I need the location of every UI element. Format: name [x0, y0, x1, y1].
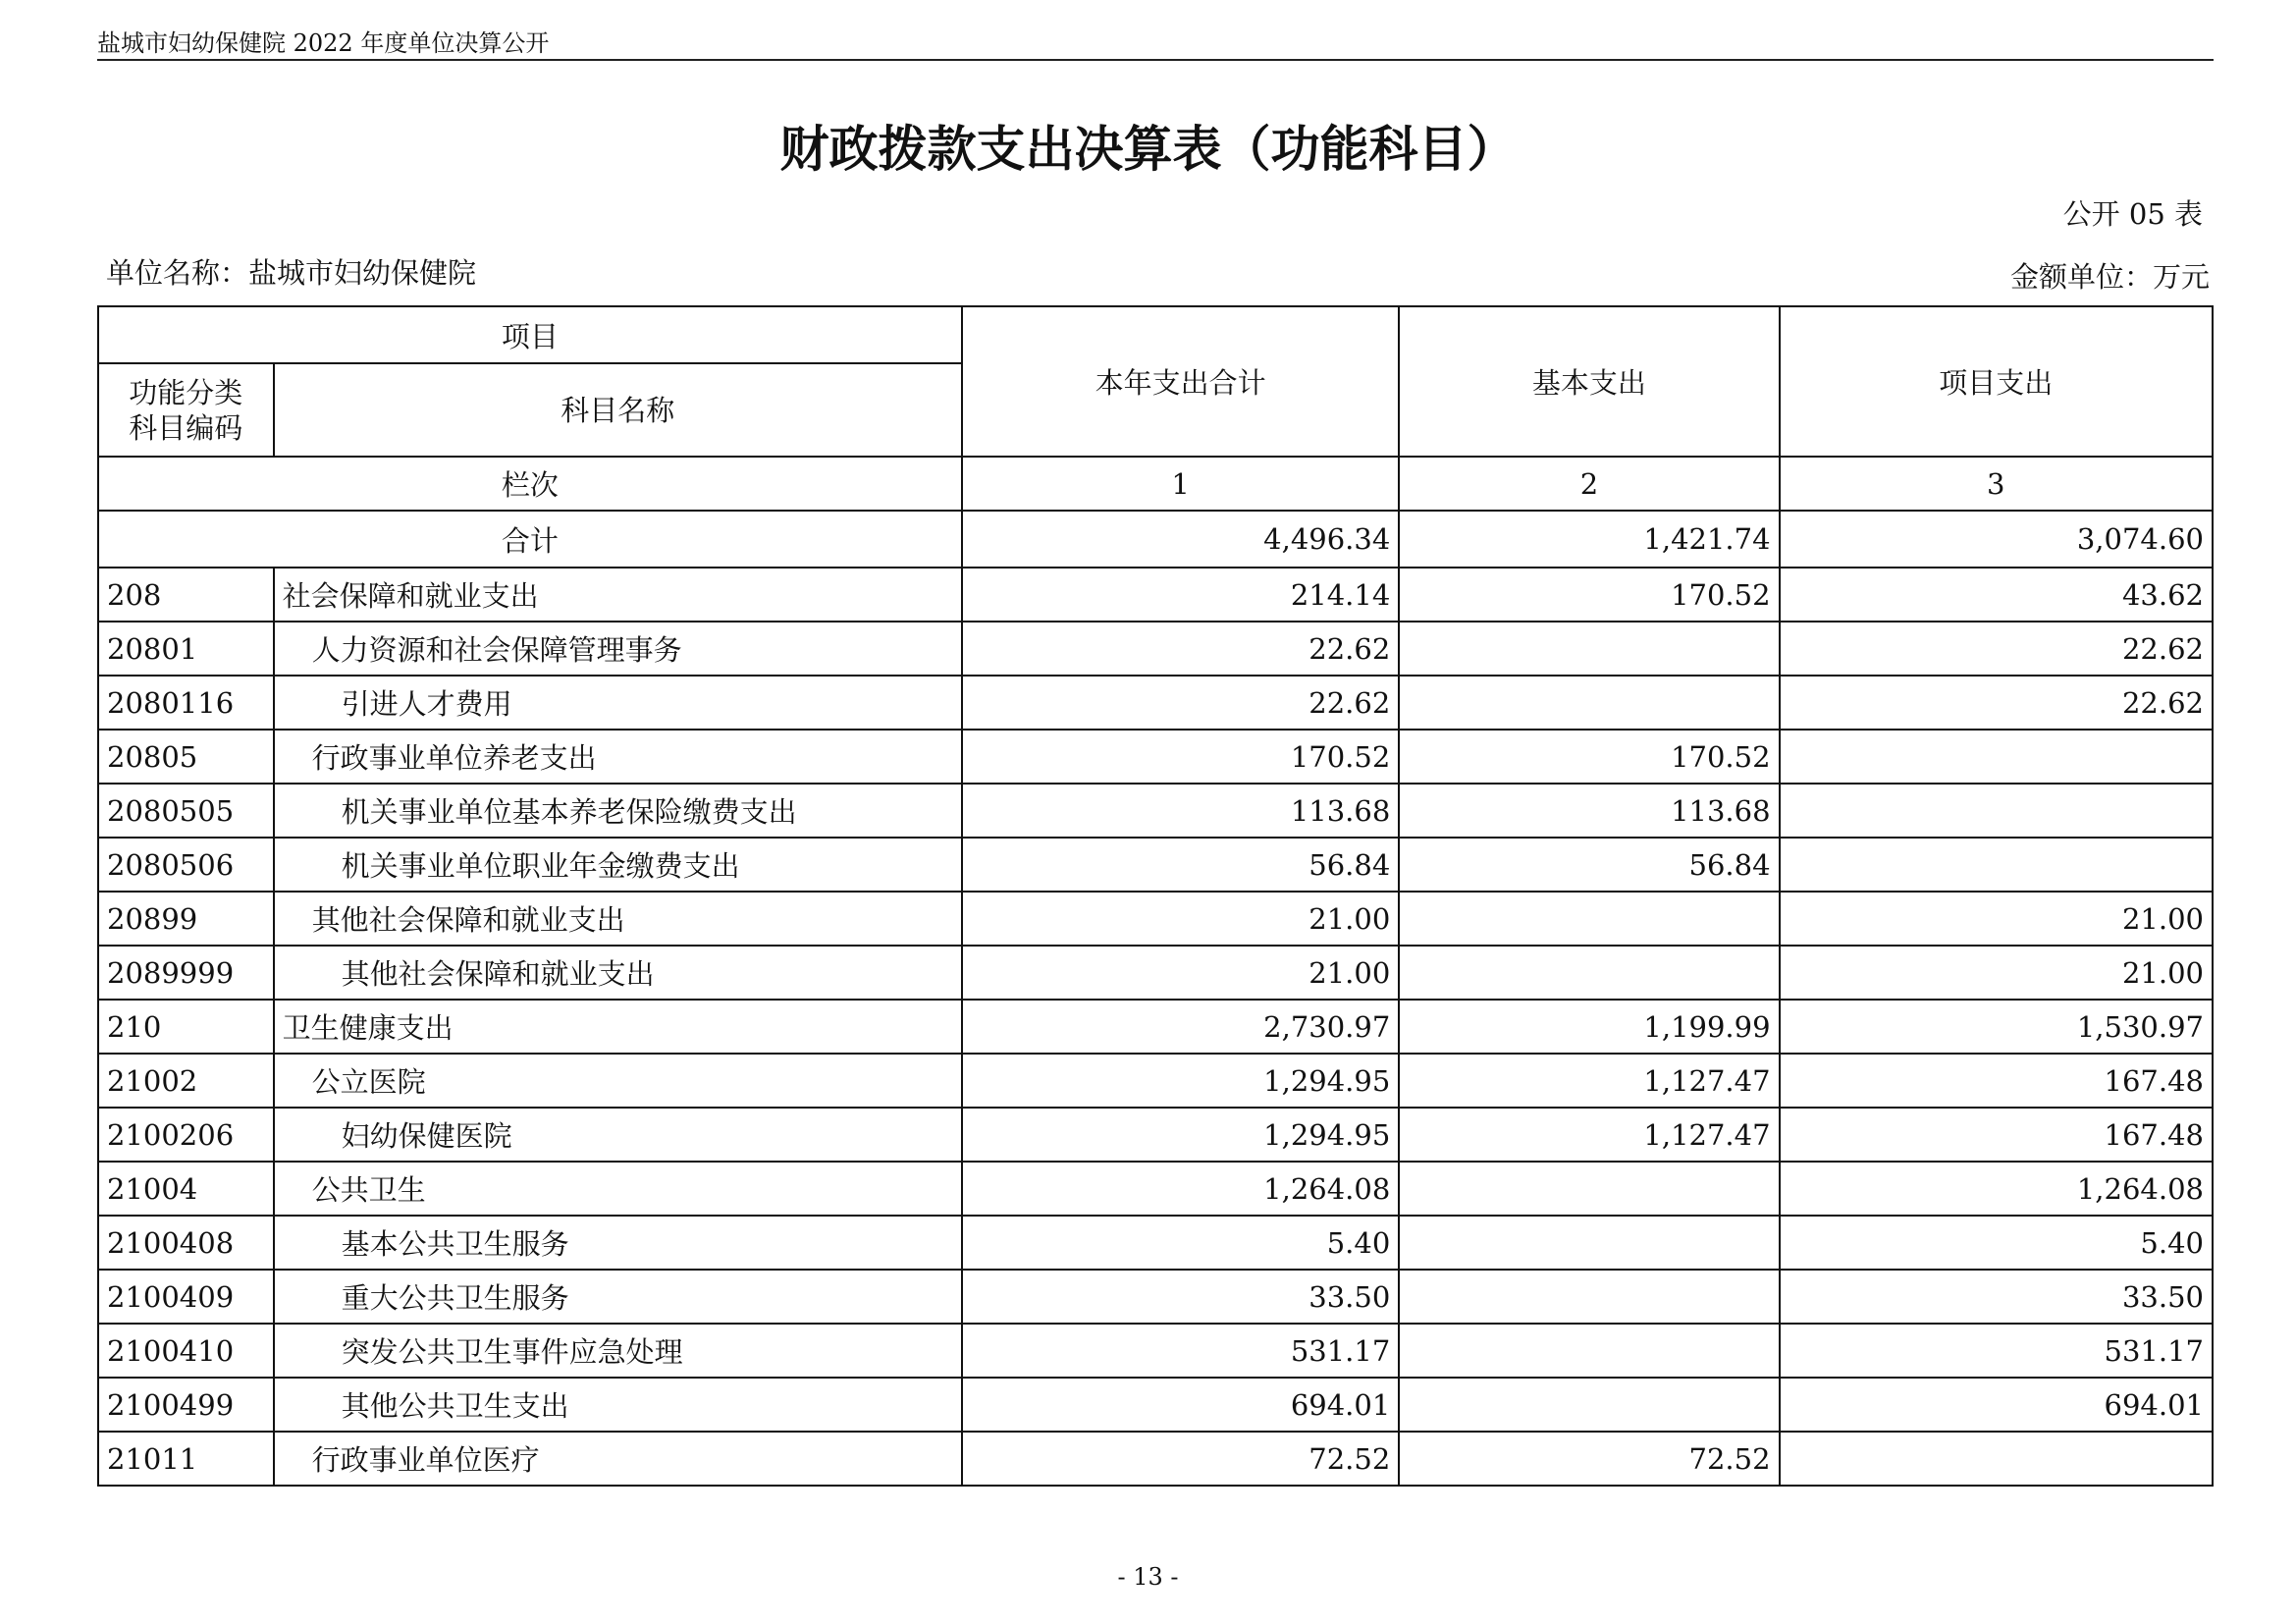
row-name: 其他社会保障和就业支出	[274, 946, 962, 1000]
row-name: 社会保障和就业支出	[274, 568, 962, 622]
row-project: 33.50	[1780, 1270, 2213, 1324]
row-basic	[1399, 1324, 1779, 1378]
header-code	[98, 363, 274, 457]
row-total: 2,730.97	[962, 1000, 1399, 1054]
row-project: 694.01	[1780, 1378, 2213, 1432]
row-total: 113.68	[962, 784, 1399, 838]
row-code: 208	[98, 568, 274, 622]
header-project: 项目	[98, 306, 962, 363]
row-basic	[1399, 622, 1779, 676]
row-project	[1780, 838, 2213, 892]
row-code: 2100410	[98, 1324, 274, 1378]
table-row	[98, 676, 2213, 730]
row-code: 2080505	[98, 784, 274, 838]
row-name: 其他社会保障和就业支出	[274, 892, 962, 946]
row-project: 22.62	[1780, 622, 2213, 676]
row-project	[1780, 1432, 2213, 1486]
table-row	[98, 784, 2213, 838]
row-total: 214.14	[962, 568, 1399, 622]
row-basic: 1,127.47	[1399, 1054, 1779, 1108]
row-code: 210	[98, 1000, 274, 1054]
row-total: 72.52	[962, 1432, 1399, 1486]
row-basic: 56.84	[1399, 838, 1779, 892]
row-name: 公立医院	[274, 1054, 962, 1108]
row-total: 1,264.08	[962, 1162, 1399, 1216]
seq-3: 3	[1780, 457, 2213, 511]
unit-name: 单位名称：盐城市妇幼保健院	[106, 256, 477, 290]
row-name: 人力资源和社会保障管理事务	[274, 622, 962, 676]
row-project: 21.00	[1780, 892, 2213, 946]
row-total: 170.52	[962, 730, 1399, 784]
row-total: 531.17	[962, 1324, 1399, 1378]
running-header: 盐城市妇幼保健院 2022 年度单位决算公开	[97, 29, 550, 57]
table-row	[98, 1000, 2213, 1054]
row-total: 1,294.95	[962, 1054, 1399, 1108]
row-name: 基本公共卫生服务	[274, 1216, 962, 1270]
form-number: 公开 05 表	[2062, 197, 2203, 231]
row-project: 531.17	[1780, 1324, 2213, 1378]
row-code: 20801	[98, 622, 274, 676]
row-project: 43.62	[1780, 568, 2213, 622]
total-sum: 4,496.34	[962, 511, 1399, 568]
row-project	[1780, 784, 2213, 838]
row-project: 1,530.97	[1780, 1000, 2213, 1054]
row-code: 2080506	[98, 838, 274, 892]
row-code: 2100408	[98, 1216, 274, 1270]
row-total: 5.40	[962, 1216, 1399, 1270]
row-basic: 170.52	[1399, 730, 1779, 784]
row-project: 167.48	[1780, 1108, 2213, 1162]
row-code: 2089999	[98, 946, 274, 1000]
header-basic: 基本支出	[1399, 306, 1779, 457]
row-basic	[1399, 946, 1779, 1000]
table-row	[98, 568, 2213, 622]
header-project-expenditure: 项目支出	[1780, 306, 2213, 457]
row-name: 机关事业单位职业年金缴费支出	[274, 838, 962, 892]
table-row	[98, 1108, 2213, 1162]
row-total: 21.00	[962, 946, 1399, 1000]
amount-unit: 金额单位：万元	[2009, 260, 2210, 294]
row-code: 2080116	[98, 676, 274, 730]
table-body	[98, 568, 2213, 1486]
table-row	[98, 946, 2213, 1000]
row-project: 167.48	[1780, 1054, 2213, 1108]
row-basic: 113.68	[1399, 784, 1779, 838]
table-row	[98, 622, 2213, 676]
row-name: 卫生健康支出	[274, 1000, 962, 1054]
row-basic	[1399, 1162, 1779, 1216]
row-basic: 170.52	[1399, 568, 1779, 622]
row-project: 21.00	[1780, 946, 2213, 1000]
page-number: - 13 -	[1117, 1563, 1179, 1591]
row-code: 20899	[98, 892, 274, 946]
row-basic: 72.52	[1399, 1432, 1779, 1486]
table-row	[98, 730, 2213, 784]
row-basic	[1399, 1270, 1779, 1324]
table-row	[98, 1216, 2213, 1270]
row-total: 21.00	[962, 892, 1399, 946]
row-name: 行政事业单位养老支出	[274, 730, 962, 784]
row-total: 22.62	[962, 676, 1399, 730]
seq-2: 2	[1399, 457, 1779, 511]
row-code: 2100409	[98, 1270, 274, 1324]
total-basic: 1,421.74	[1399, 511, 1779, 568]
row-basic: 1,127.47	[1399, 1108, 1779, 1162]
header-code-line1: 功能分类	[129, 375, 243, 409]
row-code: 21004	[98, 1162, 274, 1216]
row-basic: 1,199.99	[1399, 1000, 1779, 1054]
row-name: 其他公共卫生支出	[274, 1378, 962, 1432]
seq-1: 1	[962, 457, 1399, 511]
row-name: 引进人才费用	[274, 676, 962, 730]
row-total: 694.01	[962, 1378, 1399, 1432]
row-total: 56.84	[962, 838, 1399, 892]
total-project: 3,074.60	[1780, 511, 2213, 568]
header-rule	[97, 59, 2214, 61]
row-total: 22.62	[962, 622, 1399, 676]
row-basic	[1399, 1378, 1779, 1432]
table-row	[98, 1162, 2213, 1216]
row-basic	[1399, 676, 1779, 730]
page-title: 财政拨款支出决算表（功能科目）	[779, 121, 1517, 178]
row-name: 公共卫生	[274, 1162, 962, 1216]
row-code: 20805	[98, 730, 274, 784]
table-row	[98, 1378, 2213, 1432]
row-project: 22.62	[1780, 676, 2213, 730]
row-total: 1,294.95	[962, 1108, 1399, 1162]
row-code: 21011	[98, 1432, 274, 1486]
seq-label: 栏次	[98, 457, 962, 511]
table-row	[98, 1324, 2213, 1378]
row-code: 2100206	[98, 1108, 274, 1162]
row-code: 21002	[98, 1054, 274, 1108]
table-row	[98, 838, 2213, 892]
row-name: 行政事业单位医疗	[274, 1432, 962, 1486]
total-label: 合计	[98, 511, 962, 568]
row-name: 妇幼保健医院	[274, 1108, 962, 1162]
row-code: 2100499	[98, 1378, 274, 1432]
expenditure-table	[97, 305, 2214, 1487]
row-basic	[1399, 1216, 1779, 1270]
row-project	[1780, 730, 2213, 784]
header-code-line2: 科目编码	[129, 410, 243, 445]
table-row	[98, 1270, 2213, 1324]
header-name: 科目名称	[274, 363, 962, 457]
row-project: 1,264.08	[1780, 1162, 2213, 1216]
row-name: 重大公共卫生服务	[274, 1270, 962, 1324]
row-name: 突发公共卫生事件应急处理	[274, 1324, 962, 1378]
row-project: 5.40	[1780, 1216, 2213, 1270]
row-name: 机关事业单位基本养老保险缴费支出	[274, 784, 962, 838]
table-row	[98, 1054, 2213, 1108]
row-basic	[1399, 892, 1779, 946]
table-row	[98, 1432, 2213, 1486]
table-row	[98, 892, 2213, 946]
row-total: 33.50	[962, 1270, 1399, 1324]
header-total: 本年支出合计	[962, 306, 1399, 457]
